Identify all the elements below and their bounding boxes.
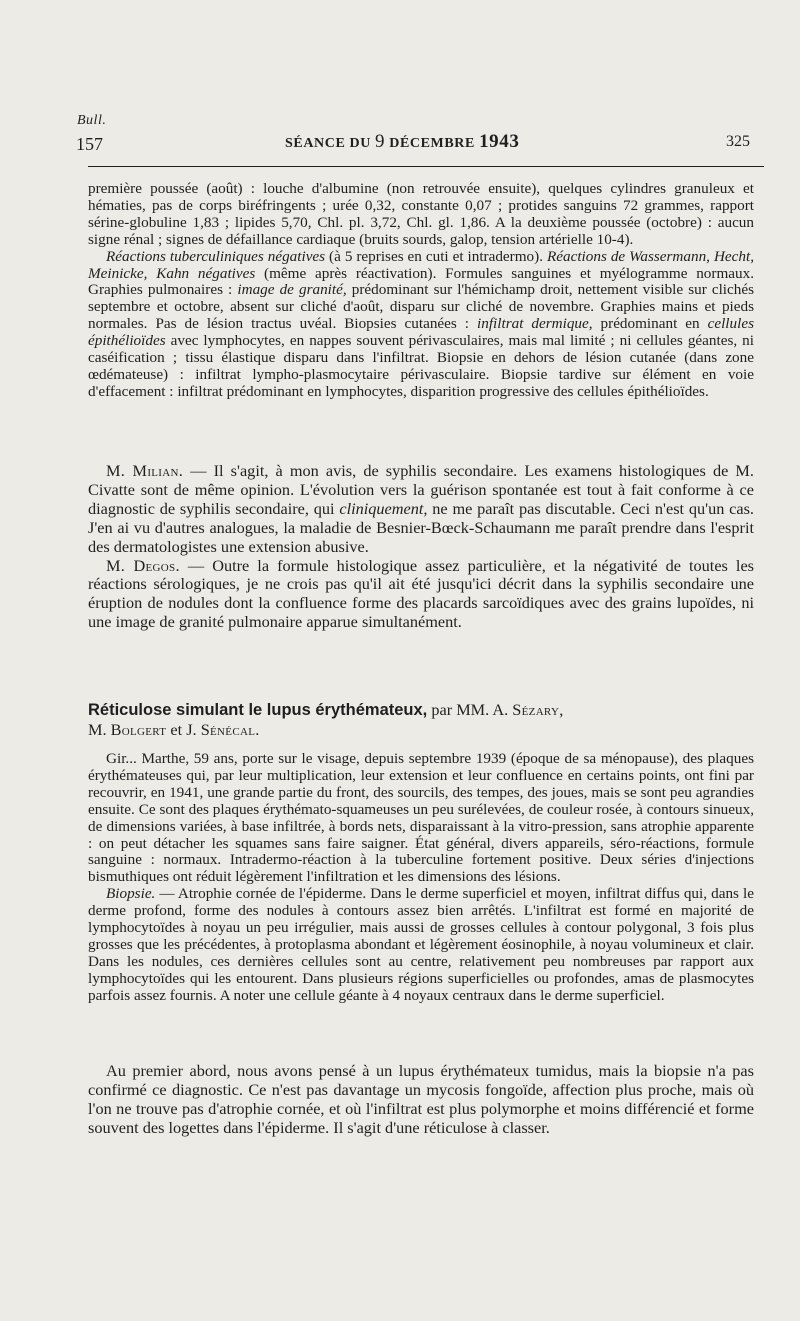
text-run: — Il s'agit, à mon avis, de syphilis secondaire. Les examens histologiques de M. Civatte sont de même opinion. L'évolution vers la guérison spontanée est tout à fait conforme à ce diagnostic de syphilis secondaire, qui <box>88 461 754 518</box>
text-run: et J. <box>166 720 201 739</box>
paragraph-milian <box>88 462 754 557</box>
text-run: — Outre la formule histologique assez particulière, et la négativité de toutes les réactions sérologiques, je ne crois pas qu'il ait été jusqu'ici décrit dans la syphilis secondaire une éruption de nodules dont la confluence forme des placards sarcoïdiques avec des grains lupoïdes, ni une image de granité pulmonaire apparue simultanément. <box>88 555 755 632</box>
author-name: Bolgert <box>110 720 167 739</box>
discussion <box>88 462 754 632</box>
italic-text: Réactions tuberculiniques négatives <box>106 247 326 265</box>
paragraph: première poussée (août) : louche d'albumine (non retrouvée ensuite), quelques cylindres granuleux et hématies, pas de corps biréfringents ; urée 0,32, constante 0,07 ; protides sanguins 72 grammes, rapport sérine-globuline 1,83 ; lipides 5,70, Chl. pl. 3,72, Chl. gl. 1,86. A la deuxième poussée (octobre) : aucun signe rénal ; signes de défaillance cardiaque (bruits sourds, galop, tension artérielle 10-4). <box>88 180 754 248</box>
text-run: (même après réactivation). Formules sanguines et myélogramme normaux. Graphies pulmonaires : <box>88 264 755 299</box>
italic-label: Biopsie. <box>106 885 156 903</box>
running-head-seance: SÉANCE DU <box>285 136 371 151</box>
italic-text: cellules épithélioïdes <box>88 315 754 350</box>
italic-text: Réactions de Wassermann, Hecht, Meinicke, Kahn négatives <box>88 247 755 282</box>
margin-annotation-bull: Bull. <box>77 113 107 128</box>
text-run: prédominant sur l'hémichamp droit, nettement visible sur clichés septembre et octobre, absent sur cliché d'août, disparu sur cliché de novembre. Graphies mains et pieds normales. Pas de lésion tractus uvéal. Biopsies cutanées : <box>88 281 755 333</box>
case-continuation <box>88 181 754 401</box>
paragraph: Au premier abord, nous avons pensé à un lupus érythémateux tumidus, mais la biopsie n'a pas confirmé ce diagnostic. Ce n'est pas davantage un mycosis fongoïde, affection plus proche, mais où l'on ne trouve pas d'atrophie cornée, et où l'infiltrat est plus polymorphe et moins différencié et forme souvent des logettes dans l'épiderme. Il s'agit d'une réticulose à classer. <box>88 1061 754 1137</box>
page-number: 325 <box>726 133 750 150</box>
text-run: — Atrophie cornée de l'épiderme. Dans le derme superficiel et moyen, infiltrat diffus qui, dans le derme profond, forme des nodules à contours assez bien arrêtés. L'infiltrat est formé en majorité de lymphocytoïdes à noyau un peu irrégulier, mais aussi de grosses cellules à contour polygonal, 3 fois plus grosses que les précédentes, à protoplasma abondant et légèrement éosinophile, à noyau volumineux et clair. Dans les nodules, ces dernières cellules sont au centre, relativement peu nombreuses par rapport aux lymphocytoïdes qui les entourent. Dans plusieurs régions superficielles ou profondes, amas de plasmocytes parfois assez fournis. A noter une cellule géante à 4 noyaux centraux dans le derme superficiel. <box>88 885 754 1004</box>
text-run: M. <box>88 720 111 739</box>
case-report <box>88 751 754 1005</box>
header-rule <box>88 166 764 167</box>
margin-annotation-number: 157 <box>76 134 103 154</box>
text-run: prédominant en <box>592 315 708 333</box>
running-head <box>285 131 519 153</box>
italic-text: cliniquement, <box>339 498 428 518</box>
text-run: ne me paraît pas discutable. Ceci n'est qu'un cas. J'en ai vu d'autres analogues, la maladie de Besnier-Bœck-Schaumann me paraît prendre dans l'esprit des dermatologistes une extension abusive. <box>88 498 754 556</box>
italic-text: infiltrat dermique, <box>477 315 593 333</box>
paragraph: Gir... Marthe, 59 ans, porte sur le visage, depuis septembre 1939 (époque de sa ménopause), des plaques érythémateuses qui, par leur multiplication, leur extension et leur confluence en certains points, ont fini par recouvrir, en 1941, une grande partie du front, des sourcils, des tempes, des joues, mais se sont peu agrandies ensuite. Ce sont des plaques érythémato-squameuses un peu surélevées, de couleur rosée, à contours sinueux, de dimensions variées, à base infiltrée, à bords nets, disparaissant à la vitro-pression, sans atrophie apparente : on peut détacher les squames sans faire saigner. État général, divers appareils, séro-réactions, formule sanguine : normaux. Intradermo-réaction à la tuberculine fortement positive. Deux séries d'injections bismuthiques ont réduit légèrement l'infiltration et les dimensions des lésions. <box>88 750 754 886</box>
author-name: Sézary, <box>512 700 564 719</box>
text-run: avec lymphocytes, en nappes souvent périvasculaires, mais mal limité ; ni cellules géantes, ni caséification ; tissu élastique disparu dans l'infiltrat. Biopsie en dehors de lésion cutanée (dans zone œdémateuse) : infiltrat lympho-plasmocytaire périvasculaire. Biopsie tardive sur élément en voie d'effacement : infiltrat prédominant en lymphocytes, disparition progressive des cellules épithélioïdes. <box>88 332 754 400</box>
running-head-month: DÉCEMBRE <box>389 136 475 151</box>
paragraph-degos <box>88 557 754 633</box>
speaker-name: M. Milian. <box>106 461 184 480</box>
paragraph <box>88 886 754 1004</box>
running-head-day: 9 <box>375 131 386 152</box>
text-run: par MM. A. <box>427 700 513 719</box>
italic-text: image de granité, <box>237 281 347 299</box>
paragraph <box>88 249 754 401</box>
conclusion <box>88 1062 754 1138</box>
article-title-text: Réticulose simulant le lupus érythémateux, <box>88 701 428 719</box>
speaker-name: M. Degos. <box>106 555 180 575</box>
text-run: (à 5 reprises en cuti et intradermo). <box>325 247 547 265</box>
article-title <box>88 700 758 739</box>
author-name: Sénécal. <box>200 720 260 739</box>
running-head-year: 1943 <box>479 131 520 152</box>
